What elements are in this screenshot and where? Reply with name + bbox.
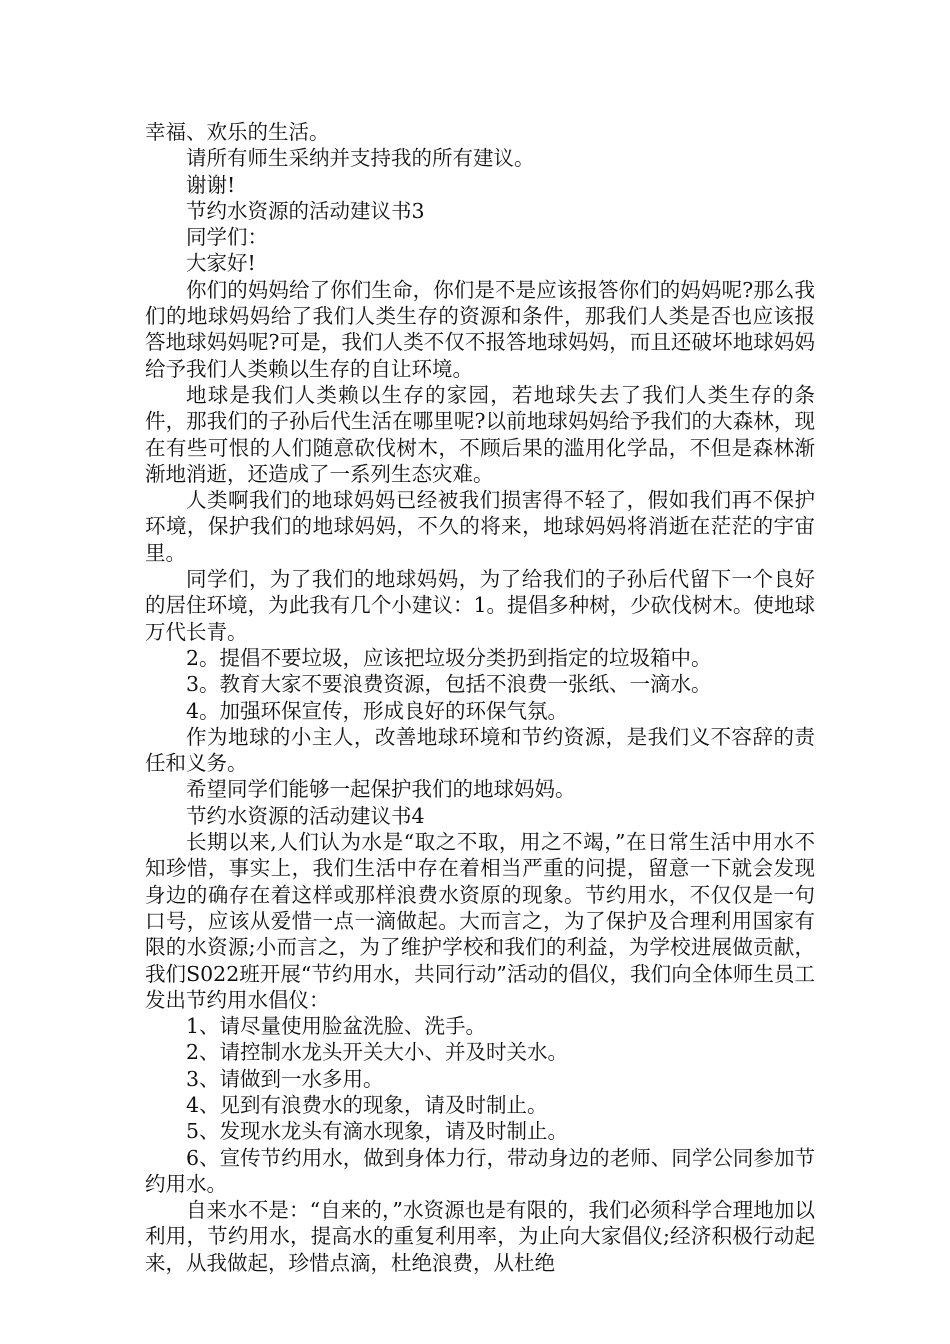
section-heading: 节约水资源的活动建议书3	[186, 198, 425, 223]
paragraph: 地球是我们人类赖以生存的家园，若地球失去了我们人类生存的条件，那我们的子孙后代生活在哪里呢?以前地球妈妈给予我们的大森林，现在有些可恨的人们随意砍伐树木，不顾后果的滥用化学品，不但是森林渐渐地消逝，还造成了一系列生态灾难。	[145, 382, 815, 486]
paragraph: 希望同学们能够一起保护我们的地球妈妈。	[186, 777, 576, 802]
paragraph: 自来水不是：“自来的，”水资源也是有限的，我们必须科学合理地加以利用，节约用水，提高水的重复利用率，为止向大家倡仪;经济积极行动起来，从我做起，珍惜点滴，杜绝浪费，从杜绝	[145, 1198, 815, 1275]
paragraph: 同学们，为了我们的地球妈妈，为了给我们的子孙后代留下一个良好的居住环境，为此我有几个小建议：1。提倡多种树，少砍伐树木。使地球万代长青。	[145, 567, 815, 644]
paragraph: 人类啊我们的地球妈妈已经被我们损害得不轻了，假如我们再不保护环境，保护我们的地球妈妈，不久的将来，地球妈妈将消逝在茫茫的宇宙里。	[145, 488, 815, 565]
list-item: 1、请尽量使用脸盆洗脸、洗手。	[186, 1014, 487, 1039]
paragraph: 作为地球的小主人，改善地球环境和节约资源，是我们义不容辞的责任和义务。	[145, 724, 815, 776]
paragraph: 长期以来,人们认为水是“取之不取，用之不竭，”在日常生活中用水不知珍惜，事实上，我们生活中存在着相当严重的问提，留意一下就会发现身边的确存在着这样或那样浪费水资原的现象。节约用水，不仅仅是一句口号，应该从爱惜一点一滴做起。大而言之，为了保护及合理利用国家有限的水资源;小而言之，为了维护学校和我们的利益，为学校进展做贡献，我们S022班开展“节约用水，共同行动”活动的倡仪，我们向全体师生员工发出节约用水倡仪：	[145, 830, 815, 1012]
list-item: 2。提倡不要垃圾，应该把垃圾分类扔到指定的垃圾箱中。	[186, 645, 712, 670]
list-item: 4。加强环保宣传，形成良好的环保气氛。	[186, 698, 569, 723]
paragraph: 幸福、欢乐的生活。	[145, 120, 330, 144]
document-body	[145, 119, 815, 1276]
list-item: 6、宣传节约用水，做到身体力行，带动身边的老师、同学公同参加节约用水。	[145, 1145, 815, 1196]
salutation: 同学们：	[186, 225, 268, 250]
list-item: 3、请做到一水多用。	[186, 1066, 384, 1091]
list-item: 3。教育大家不要浪费资源，包括不浪费一张纸、一滴水。	[186, 672, 712, 697]
greeting: 大家好!	[186, 251, 256, 276]
list-item: 5、发现水龙头有滴水现象，请及时制止。	[186, 1119, 569, 1144]
paragraph: 你们的妈妈给了你们生命，你们是不是应该报答你们的妈妈呢?那么我们的地球妈妈给了我们人类生存的资源和条件，那我们人类是否也应该报答地球妈妈呢?可是，我们人类不仅不报答地球妈妈，而且还破坏地球妈妈给予我们人类赖以生存的自让环境。	[145, 277, 815, 381]
list-item: 4、见到有浪费水的现象，请及时制止。	[186, 1092, 548, 1117]
paragraph: 谢谢!	[186, 172, 236, 197]
section-heading: 节约水资源的活动建议书4	[186, 803, 425, 828]
list-item: 2、请控制水龙头开关大小、并及时关水。	[186, 1040, 569, 1065]
paragraph: 请所有师生采纳并支持我的所有建议。	[186, 146, 535, 171]
